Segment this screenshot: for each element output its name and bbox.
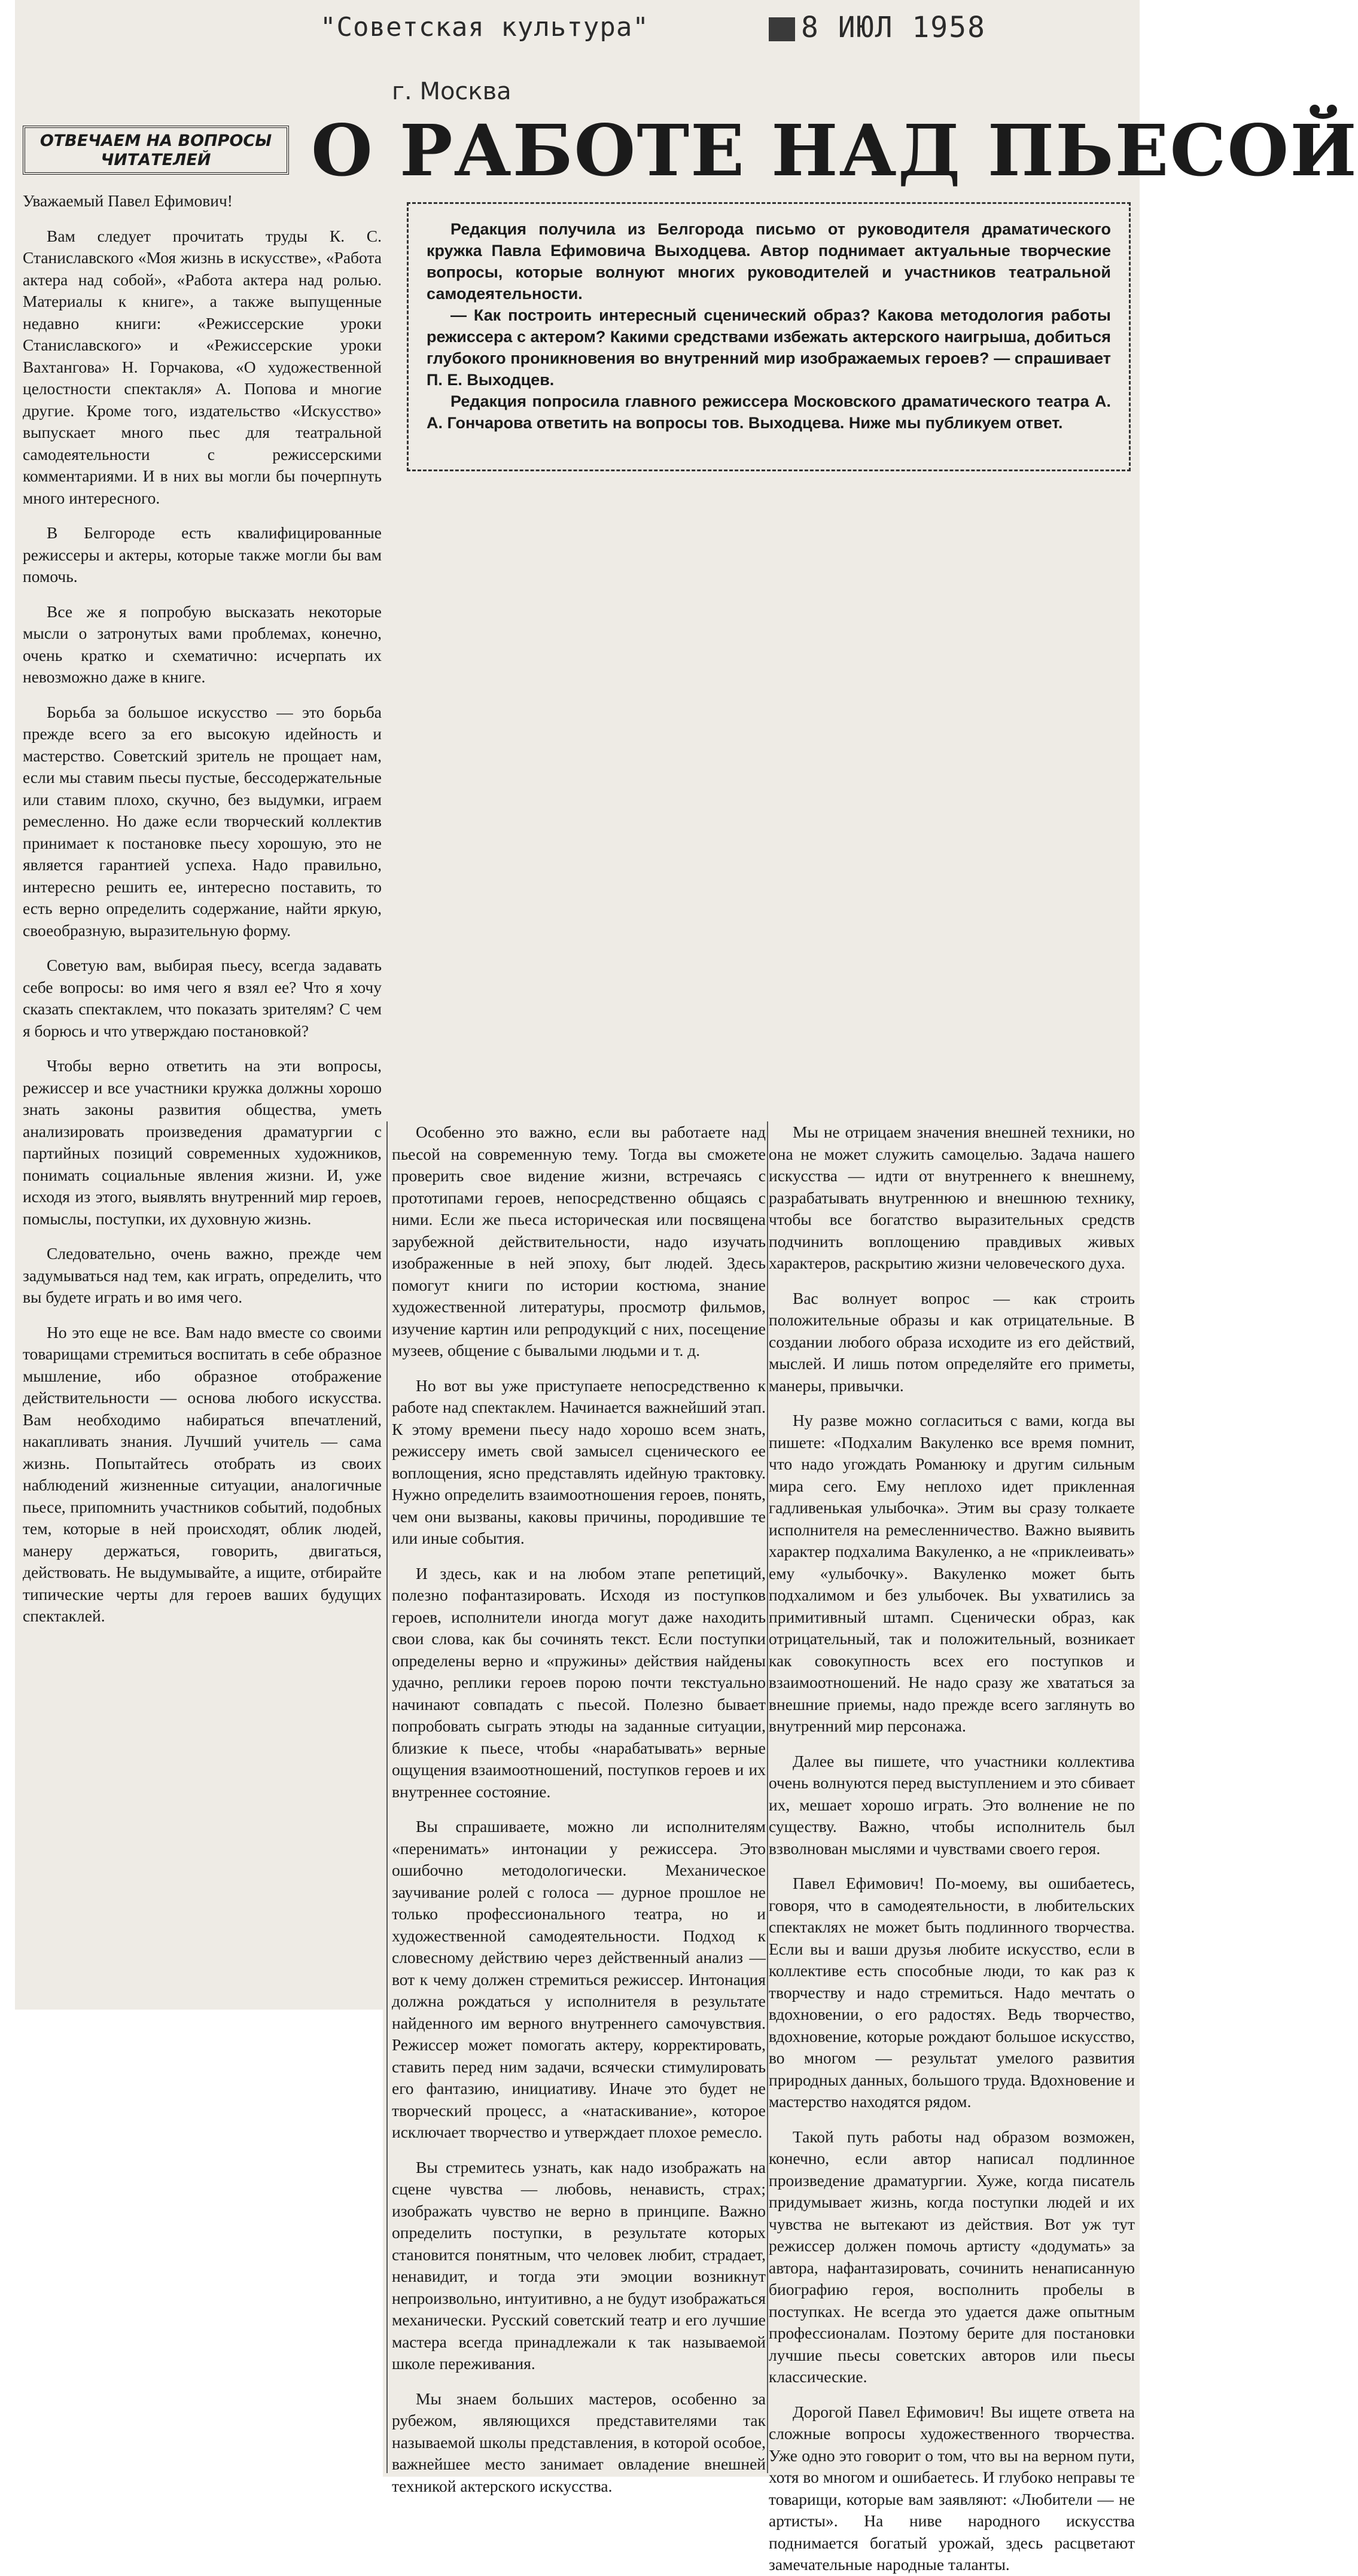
stamp-mark-icon	[769, 17, 795, 41]
article-paragraph: Такой путь работы над образом возможен, конечно, если автор написал подлинное произведение драматургии. Хуже, когда писатель придумывает жизнь, когда поступки людей и их чувства не вытекают из действия. Вот уж тут режиссер должен помочь артисту «додумать» за автора, нафантазировать, сочинить ненаписанную биографию героя, восполнить пробелы в поступках. Не всегда это удается даже опытным профессионалам. Поэтому берите для постановки лучшие пьесы советских авторов или пьесы классические.	[769, 2127, 1135, 2386]
article-paragraph: Вы стремитесь узнать, как надо изображать на сцене чувства — любовь, ненависть, страх; изображать чувство не верно в принципе. Важно определить поступки, в результате которых становится понятным, что человек любит, страдает, ненавидит, и тогда эти эмоции возникнут непроизвольно, интуитивно, а не будут изображаться механически. Русский советский театр и его лучшие мастера всегда принадлежали к так называемой школе переживания.	[392, 2157, 766, 2373]
article-paragraph: Особенно это важно, если вы работаете над пьесой на современную тему. Тогда вы сможете проверить свое видение жизни, встречаясь с прототипами героев, непосредственно общаясь с ними. Если же пьеса историческая или посвящена зарубежной действительности, надо изучать изображенные в ней эпоху, быт людей. Здесь помогут книги по истории костюма, знание художественной литературы, просмотр фильмов, изучение картин или репродукций с них, посещение музеев, общение с бывалыми людьми и т. д.	[392, 1123, 766, 1359]
newspaper-name-stamp: "Советская культура"	[320, 12, 649, 42]
editorial-note	[407, 202, 1131, 471]
article-paragraph: Павел Ефимович! По-моему, вы ошибаетесь, говоря, что в самодеятельности, в любительских спектаклях не может быть подлинного творчества. Если вы и ваши друзья любите искусство, если в коллективе есть способные люди, то как раз к творчеству и надо стремиться. Надо мечтать о вдохновении, о его радостях. Ведь творчество, вдохновение, которые рождают большое искусство, во многом — результат умелого развития природных данных, большого труда. Вдохновение и мастерство находятся рядом.	[769, 1874, 1135, 2111]
article-paragraph: Ну разве можно согласиться с вами, когда вы пишете: «Подхалим Вакуленко все время помнит, что надо угождать Романюку и другим сильным мира сего. Ему неплохо идет прикленная гадливенькая улыбочка». Этим вы сразу толкаете исполнителя на ремесленничество. Важно выявить характер подхалима Вакуленко, а не «приклеивать» ему «улыбочку». Вакуленко может быть подхалимом и без улыбочек. Вы ухватились за примитивный штамп. Сценически образ, как отрицательный, так и положительный, возникает как совокупность всех его поступков и взаимоотношений. Не надо сразу же хвататься за внешние приемы, надо прежде всего заглянуть во внутренний мир персонажа.	[769, 1411, 1135, 1735]
article-paragraph: Чтобы верно ответить на эти вопросы, режиссер и все участники кружка должны хорошо знать законы развития общества, уметь анализировать произведения драматургии с партийных позиций современных художников, понимать социальные явления жизни. И, уже исходя из этого, выявлять внутренний мир героев, помыслы, поступки, их духовную жизнь.	[23, 1056, 382, 1228]
article-paragraph: Далее вы пишете, что участники коллектива очень волнуются перед выступлением и это сбивает их, мешает хорошо играть. Это волнение не по существу. Важно, чтобы исполнитель был взволнован мыслями и чувствами своего героя.	[769, 1751, 1135, 1858]
date-stamp	[769, 11, 986, 44]
article-paragraph: В Белгороде есть квалифицированные режиссеры и актеры, которые также могли бы вам помочь.	[23, 523, 382, 586]
article-paragraph: Вас волнует вопрос — как строить положительные образы и как отрицательные. В создании любого образа исходите из его действий, мыслей. И лишь потом определяйте его приметы, манеры, привычки.	[769, 1288, 1135, 1395]
page-title: О РАБОТЕ НАД ПЬЕСОЙ	[311, 109, 1358, 192]
column-rule	[767, 1121, 768, 2473]
article-paragraph: Мы знаем больших мастеров, особенно за рубежом, являющихся представителями так называемой школы представления, в которой особое, важнейшее место занимает овладение внешней техникой актерского искусства.	[392, 2389, 766, 2495]
editorial-paragraph: — Как построить интересный сценический образ? Какова методология работы режиссера с актером? Какими средствами избежать актерского наигрыша, добиться глубокого проникновения во внутренний мир изображаемых героев? — спрашивает П. Е. Выходцев.	[427, 306, 1111, 389]
article-column-2	[392, 1121, 766, 2495]
article-paragraph: И здесь, как и на любом этапе репетиций, полезно пофантазировать. Исходя из поступков героев, исполнители иногда могут даже находить свои слова, как бы сочинять текст. Если поступки определены верно и «пружины» действия найдены удачно, реплики героев порою почти текстуально начинают совпадать с пьесой. Полезно бывает попробовать сыграть этюды на заданные ситуации, близкие к пьесе, чтобы «нарабатывать» верные ощущения взаимоотношений, поступков героев и их внутреннее состояние.	[392, 1563, 766, 1801]
article-column-1	[23, 190, 382, 2004]
column-rule	[386, 1121, 388, 2473]
date-stamp-text: 8 ИЮЛ 1958	[801, 11, 986, 44]
article-paragraph: Но вот вы уже приступаете непосредственно к работе над спектаклем. Начинается важнейший этап. К этому времени пьесу надо хорошо всем знать, режиссеру иметь свой замысел сценического ее воплощения, ясно представлять идейную трактовку. Нужно определить взаимоотношения героев, понять, чем они вызваны, каковы причины, породившие те или иные события.	[392, 1376, 766, 1547]
city-label: г. Москва	[392, 78, 511, 105]
article-paragraph: Следовательно, очень важно, прежде чем задумываться над тем, как играть, определить, что вы будете играть и во имя чего.	[23, 1244, 382, 1306]
rubric-box: ОТВЕЧАЕМ НА ВОПРОСЫ ЧИТАТЕЛЕЙ	[23, 126, 289, 175]
article-paragraph: Мы не отрицаем значения внешней техники, но она не может служить самоцелью. Задача нашего искусства — идти от внутреннего к внешнему, разрабатывать внутреннюю и внешнюю технику, чтобы все богатство выразительных средств подчинить воплощению правдивых живых характеров, раскрытию жизни человеческого духа.	[769, 1123, 1135, 1272]
salutation: Уважаемый Павел Ефимович!	[23, 191, 233, 210]
article-paragraph: Советую вам, выбирая пьесу, всегда задавать себе вопросы: во имя чего я взял ее? Что я хочу сказать спектаклем, что показать зрителям? С чем я борюсь и что утверждаю постановкой?	[23, 956, 382, 1040]
article-paragraph: Дорогой Павел Ефимович! Вы ищете ответа на сложные вопросы художественного творчества. Уже одно это говорит о том, что вы на верном пути, хотя во многом и ошибаетесь. И глубоко неправы те товарищи, которые вам заявляют: «Любители — не артисты». На ниве народного искусства поднимается богатый урожай, здесь расцветают замечательные народные таланты.	[769, 2402, 1135, 2574]
editorial-paragraph: Редакция попросила главного режиссера Московского драматического театра А. А. Гончарова ответить на вопросы тов. Выходцева. Ниже мы публикуем ответ.	[427, 392, 1111, 432]
article-paragraph: Борьба за большое искусство — это борьба прежде всего за его высокую идейность и мастерство. Советский зритель не прощает нам, если мы ставим пьесы пустые, бессодержательные или ставим плохо, скучно, без выдумки, играем ремесленно. Но даже если творческий коллектив принимает к постановке пьесу хорошую, это не является гарантией успеха. Надо правильно, интересно решить ее, интересно поставить, то есть верно определить содержание, найти яркую, своеобразную, выразительную форму.	[23, 702, 382, 940]
article-paragraph: Вы спрашиваете, можно ли исполнителям «перенимать» интонации у режиссера. Это ошибочно методологически. Механическое заучивание ролей с голоса — дурное прошлое не только профессионального театра, но и художественной самодеятельности. Подход к словесному действию через действенный анализ — вот к чему должен стремиться режиссер. Интонация должна рождаться у исполнителя в результате найденного им верного внутреннего самочувствия. Режиссер может помогать актеру, корректировать, ставить перед ним задачи, всячески стимулировать его фантазию, инициативу. Иначе это будет не творческий процесс, а «натаскивание», которое исключает творчество и утверждает плохое ремесло.	[392, 1817, 766, 2141]
article-column-3	[769, 1121, 1135, 2574]
article-paragraph: Все же я попробую высказать некоторые мысли о затронутых вами проблемах, конечно, очень кратко и схематично: исчерпать их невозможно даже в книге.	[23, 602, 382, 686]
editorial-paragraph: Редакция получила из Белгорода письмо от руководителя драматического кружка Павла Ефимовича Выходцева. Автор поднимает актуальные творческие вопросы, которые волнуют многих руководителей и участников театральной самодеятельности.	[427, 220, 1111, 303]
article-paragraph: Но это еще не все. Вам надо вместе со своими товарищами стремиться воспитать в себе образное мышление, ибо образное отображение действительности — основа любого искусства. Вам необходимо набираться впечатлений, накапливать знания. Лучший учитель — сама жизнь. Попытайтесь отобрать из своих наблюдений жизненные ситуации, аналогичные пьесе, припомнить участников событий, подобных тем, которые в ней происходят, облик людей, манеру держаться, говорить, двигаться, действовать. Не выдумывайте, а ищите, отбирайте типические черты для героев ваших будущих спектаклей.	[23, 1322, 382, 1625]
article-paragraph: Вам следует прочитать труды К. С. Станиславского «Моя жизнь в искусстве», «Работа актера над собой», «Работа актера над ролью. Материалы к книге», а также выпущенные недавно книги: «Режиссерские уроки Станиславского» и «Режиссерские уроки Вахтангова» Н. Горчакова, «О художественной целостности спектакля» А. Попова и многие другие. Кроме того, издательство «Искусство» выпускает много пьес для театральной самодеятельности с режиссерскими комментариями. И в них вы могли бы почерпнуть много интересного.	[23, 226, 382, 507]
